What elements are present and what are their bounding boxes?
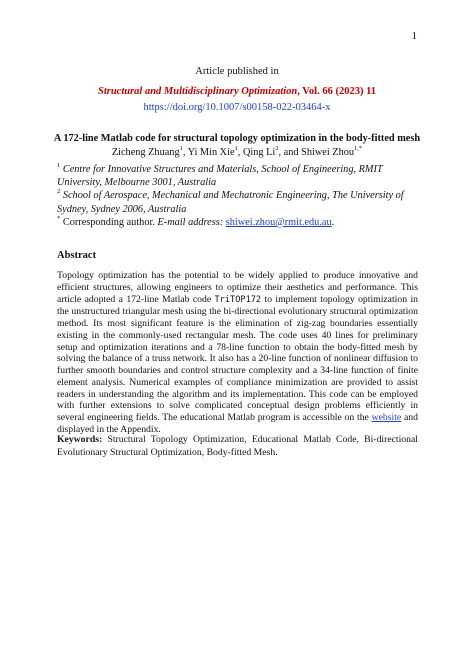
author-affil-mark: 1 xyxy=(179,145,183,152)
author-separator: , xyxy=(237,147,243,158)
journal-volume: , Vol. 66 (2023) 11 xyxy=(297,86,377,97)
journal-name: Structural and Multidisciplinary Optimization xyxy=(97,86,298,97)
affiliation-mark: 2 xyxy=(57,188,61,196)
keywords-text: Structural Topology Optimization, Educational Matlab Code, Bi-directional Evolutionary Structural Optimization, Body-fitted Mesh. xyxy=(57,434,418,458)
abstract-body xyxy=(57,270,418,436)
paper-title: A 172-line Matlab code for structural topology optimization in the body-fitted mesh xyxy=(53,133,421,144)
corresponding-mark: * xyxy=(57,214,61,222)
corresponding-label: Corresponding author. xyxy=(62,216,155,228)
journal-citation xyxy=(0,84,474,100)
author-separator: , and xyxy=(278,147,302,158)
email-link[interactable]: shiwei.zhou@rmit.edu.au xyxy=(225,216,332,228)
published-label: Article published in xyxy=(195,66,279,77)
affiliations xyxy=(57,163,417,229)
abstract-text-3: and displayed in the Appendix. xyxy=(57,412,418,435)
corresponding-end: . xyxy=(331,216,335,228)
author-name: Yi Min Xie xyxy=(187,147,235,158)
affiliation-1 xyxy=(57,163,417,189)
abstract-text-1: Topology optimization has the potential to be widely applied to produce innovative and efficient structures, allowing engineers to optimize their aesthetics and performance. This article adopted a 172-line Matlab code xyxy=(57,270,418,305)
doi-link[interactable]: https://doi.org/10.1007/s00158-022-03464-x xyxy=(143,102,331,113)
author-name: Zicheng Zhuang xyxy=(111,147,180,158)
affiliation-text: School of Aerospace, Mechanical and Mechatronic Engineering, The University of Sydney, Sydney 2006, Australia xyxy=(57,190,404,215)
author-affil-mark: 1 xyxy=(234,145,238,152)
website-link[interactable]: website xyxy=(371,412,402,423)
author-affil-mark: 2 xyxy=(275,145,279,152)
affiliation-2 xyxy=(57,189,417,215)
author-affil-mark: 1,* xyxy=(354,145,363,152)
author-separator: , xyxy=(182,147,188,158)
keywords xyxy=(57,434,418,459)
affiliation-text: Centre for Innovative Structures and Materials, School of Engineering, RMIT University, Melbourne 3001, Australia xyxy=(57,164,383,189)
email-label: E-mail address: xyxy=(157,216,224,228)
abstract-heading: Abstract xyxy=(57,250,97,261)
page-number: 1 xyxy=(411,30,417,42)
keywords-label: Keywords: xyxy=(57,434,103,445)
author-name: Qing Li xyxy=(242,147,276,158)
author-list xyxy=(0,146,474,160)
corresponding-author xyxy=(57,216,417,229)
author-name: Shiwei Zhou xyxy=(301,147,355,158)
publication-header xyxy=(0,64,474,116)
code-name: TriTOP172 xyxy=(214,294,262,305)
affiliation-mark: 1 xyxy=(57,162,61,169)
abstract-text-2: to implement topology optimization in the unstructured triangular mesh using the bi-directional evolutionary structural optimization method. Its most significant feature is the elimination of zig-zag boundaries essentially existing in the commonly-used rectangular mesh. The code uses 40 lines for preliminary setup and optimization iterations and a 78-line function to obtain the body-fitted mesh by solving the balance of a truss network. It also has a 20-line function of nonlinear diffusion to further smooth boundaries and control structure complexity and a 34-line function of finite element analysis. Numerical examples of compliance minimization are provided to assist readers in understanding the algorithm and its implementation. This code can be employed with further extensions to solve complicated conceptual design problems efficiently in several engineering fields. The educational Matlab program is accessible on the xyxy=(57,293,418,423)
